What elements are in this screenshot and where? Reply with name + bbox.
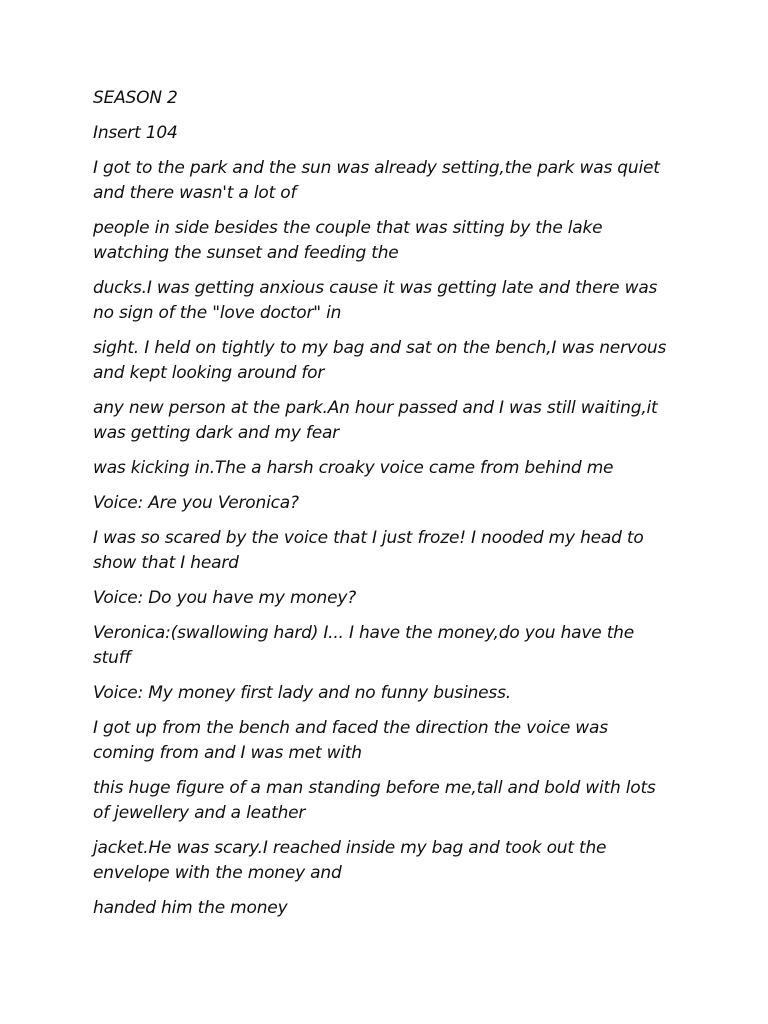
dialogue-line: Voice: My money first lady and no funny business.: [93, 683, 511, 703]
story-text: [93, 86, 673, 931]
insert-number: Insert 104: [93, 123, 178, 143]
story-paragraph: sight. I held on tightly to my bag and sat on the bench,I was nervous and kept looking around for: [93, 338, 667, 383]
story-paragraph: handed him the money: [93, 898, 288, 918]
story-paragraph: any new person at the park.An hour passed and I was still waiting,it was getting dark and my fear: [93, 398, 658, 443]
story-paragraph: this huge figure of a man standing before me,tall and bold with lots of jewellery and a leather: [93, 778, 656, 823]
story-paragraph: ducks.I was getting anxious cause it was getting late and there was no sign of the "love doctor" in: [93, 278, 658, 323]
story-paragraph: jacket.He was scary.I reached inside my bag and took out the envelope with the money and: [93, 838, 607, 883]
dialogue-line: Voice: Do you have my money?: [93, 588, 357, 608]
story-paragraph: people in side besides the couple that was sitting by the lake watching the sunset and feeding the: [93, 218, 603, 263]
dialogue-line: Voice: Are you Veronica?: [93, 493, 299, 513]
story-paragraph: was kicking in.The a harsh croaky voice came from behind me: [93, 458, 614, 478]
story-paragraph: I got up from the bench and faced the direction the voice was coming from and I was met with: [93, 718, 608, 763]
story-paragraph: I got to the park and the sun was already setting,the park was quiet and there wasn't a lot of: [93, 158, 660, 203]
season-heading: SEASON 2: [93, 88, 178, 108]
dialogue-line: Veronica:(swallowing hard) I... I have the money,do you have the stuff: [93, 623, 634, 668]
story-paragraph: I was so scared by the voice that I just froze! I nooded my head to show that I heard: [93, 528, 644, 573]
